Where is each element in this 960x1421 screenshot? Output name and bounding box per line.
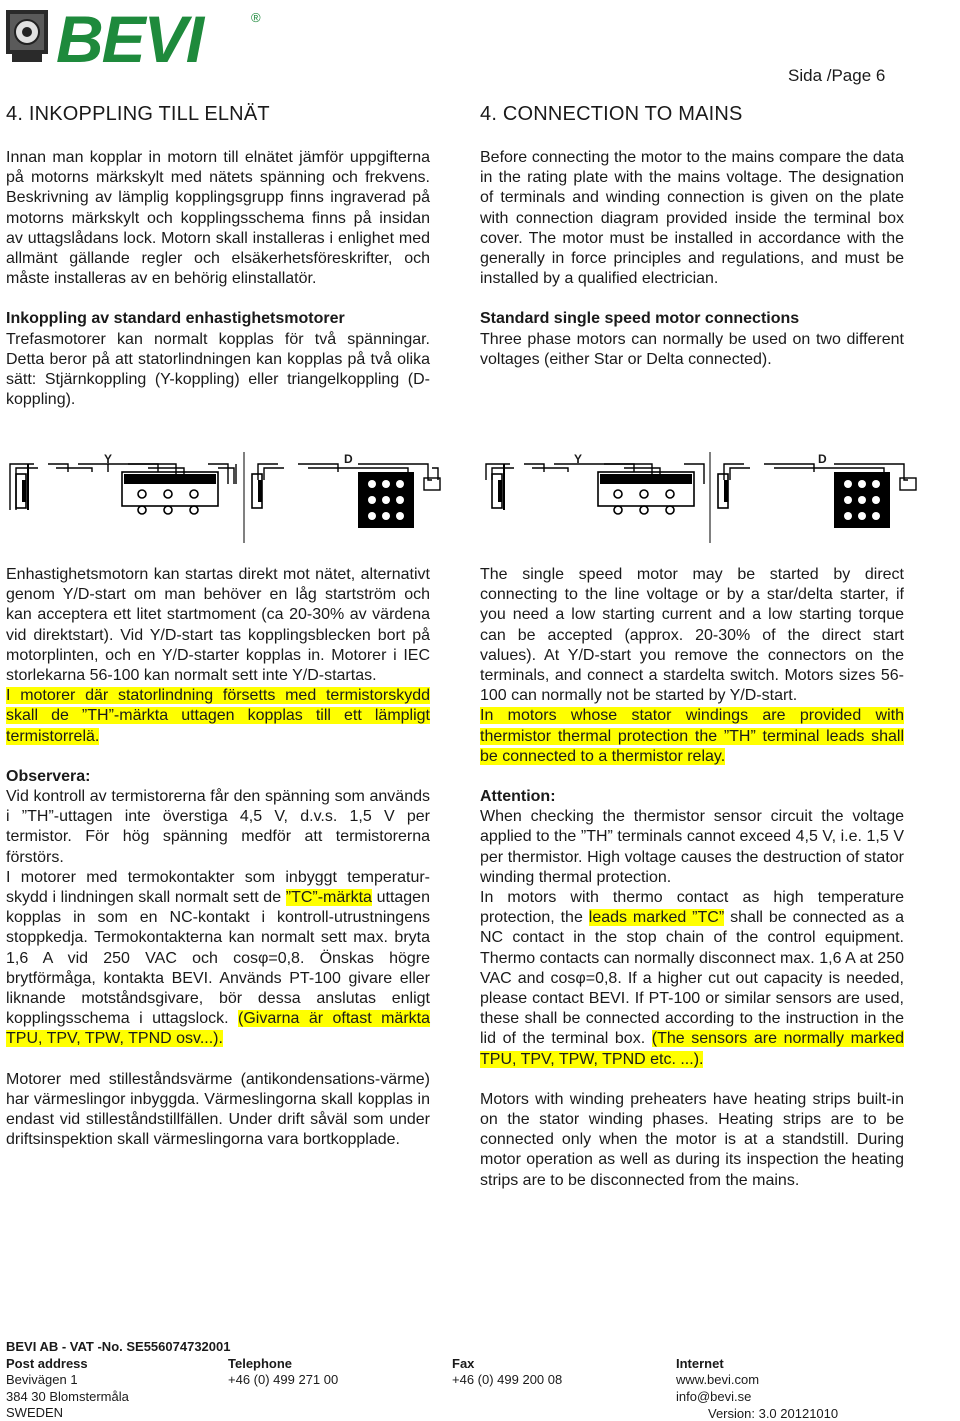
terminal-diagram-en xyxy=(484,450,954,545)
subheading-sv: Inkoppling av standard enhastighetsmotorer xyxy=(6,310,345,328)
bevi-logo xyxy=(4,4,266,70)
sensor-marking-highlight-en: (The sensors are normally marked TPU, TPV, TPW, TPND etc. ...). xyxy=(480,1030,905,1068)
connection-diagrams-en xyxy=(484,450,954,550)
heater-paragraph-en: Motors with winding preheaters have heating strips built-in on the stator winding phases. Heating strips are to be connected only when the motor is at a standstill. During motor operation as well as during its inspection the heating strips are to be disconnected from the mains. xyxy=(480,1090,904,1189)
company-vat: BEVI AB - VAT -No. SE556074732001 xyxy=(6,1339,231,1354)
observe-paragraph-en: When checking the thermistor sensor circuit the voltage applied to the ”TH” terminals cannot exceed 4,5 V, i.e. 1,5 V per thermistor. High voltage causes the destruction of stator winding thermal protection. xyxy=(480,808,904,886)
terminal-diagram-sv xyxy=(8,450,468,545)
page-number: Sida /Page 6 xyxy=(788,66,886,85)
fax-number: +46 (0) 499 200 08 xyxy=(452,1372,563,1387)
footer-headers xyxy=(6,1356,956,1373)
start-paragraph-en: The single speed motor may be started by direct connecting to the line voltage or by a star/delta starter, if you need a low starting current and a low starting torque can be accepted (approx. 20-30% of the direct start values). At Y/D-start you remove the connectors on the terminals, and connect a stardelta switch. Motors sizes 56-100 can normally not be started by Y/D-start. xyxy=(480,566,904,705)
trademark-symbol: ® xyxy=(251,10,261,25)
observe-title-sv: Observera: xyxy=(6,767,91,785)
heater-paragraph-sv: Motorer med stilleståndsvärme (antikondensations-värme) har värmeslingor inbyggda. Värmeslingorna skall kopplas in endast vid stilleståndstillfällen. Under drift såväl som under driftsinspektion skall värmeslingorna vara bortkopplade. xyxy=(6,1070,430,1149)
start-paragraph-sv: Enhastighetsmotorn kan startas direkt mot nätet, alternativt genom Y/D-start om man behöver en låg startström och kan acceptera ett litet startmoment (ca 20-30% av värdena vid direktstart). Vid Y/D-start tas kopplingsblecken bort på motorplinten, och en Y/D-starter kopplas in. Motorer i IEC storlekarna 56-100 kan normalt sett inte Y/D-startas. xyxy=(6,566,430,685)
observe-paragraph-sv: Vid kontroll av termistorerna får den spänning som används i ”TH”-uttagen inte överstiga 4,5 V, d.v.s. 1,5 V per termistor. För hög spänning medför att termistorerna förstörs. xyxy=(6,788,430,866)
website-link[interactable]: www.bevi.com xyxy=(676,1372,760,1387)
sub-paragraph-en: Three phase motors can normally be used on two different voltages (either Star or Delta connected). xyxy=(480,330,904,368)
tc-text-a-sv: I motorer med termokontakter som inbyggt temperatur-skydd i lindningen skall normalt sett de xyxy=(6,868,430,907)
intro-column-sv xyxy=(6,148,430,410)
address-country: SWEDEN xyxy=(6,1405,64,1420)
telephone-number[interactable]: +46 (0) 499 271 00 xyxy=(228,1372,339,1387)
bevi-logo-graphic xyxy=(4,4,266,70)
observe-title-en: Attention: xyxy=(480,788,556,806)
document-version: Version: 3.0 20121010 xyxy=(708,1406,839,1421)
intro-column-en xyxy=(480,148,904,370)
internet-header: Internet xyxy=(676,1355,724,1371)
intro-paragraph-en: Before connecting the motor to the mains compare the data in the rating plate with the mains voltage. The designation of terminals and winding connection is given on the plate with connection diagram provided inside the terminal box cover. The motor must be installed in accordance with the generally in force principles and regulations, and must be installed by a qualified electrician. xyxy=(480,149,904,288)
subheading-en: Standard single speed motor connections xyxy=(480,310,800,328)
email-link[interactable]: info@bevi.se xyxy=(676,1388,752,1404)
sub-paragraph-sv: Trefasmotorer kan normalt kopplas för två spänningar. Detta beror på att statorlindningen kan kopplas på två olika sätt: Stjärnkoppling (Y-koppling) eller triangelkoppling (D-koppling). xyxy=(6,330,430,409)
footer-row-1 xyxy=(6,1372,956,1389)
footer-row-2 xyxy=(6,1389,956,1406)
fax-header: Fax xyxy=(452,1355,475,1371)
connection-diagrams-sv xyxy=(8,450,468,550)
tc-text-a-en: In motors with thermo contact as high temperature protection, the xyxy=(480,889,904,927)
logo-wordmark: BEVI xyxy=(56,4,203,70)
tc-text-b-sv: uttagen kopplas in som en NC-kontakt i kontroll-utrustningens stoppkedja. Termokontakterna kan normalt sett max. bryta 1,6 A vid 250 VAC och cosφ=0,8. Önskas högre brytförmåga, kontakta BEVI. Används PT-100 givare eller liknande motståndsgivare, bör dessa anslutas enligt kopplingsschema i uttagslock. xyxy=(6,889,430,1028)
post-address-header: Post address xyxy=(6,1355,88,1371)
tc-highlight-en: leads marked ”TC” xyxy=(588,909,725,927)
section-heading-sv: 4. INKOPPLING TILL ELNÄT xyxy=(6,103,270,125)
star-connection-label-en: Y xyxy=(574,452,583,466)
section-heading-en: 4. CONNECTION TO MAINS xyxy=(480,103,743,125)
tc-highlight-sv: ”TC”-märkta xyxy=(285,889,372,907)
star-connection-label-sv: Y xyxy=(104,452,113,466)
thermistor-highlight-en: In motors whose stator windings are provided with thermistor thermal protection the ”TH” terminal leads shall be connected to a thermistor relay. xyxy=(480,707,904,765)
delta-connection-label-sv: D xyxy=(344,452,353,466)
tc-paragraph-sv xyxy=(6,868,430,1050)
details-column-sv xyxy=(6,565,430,1150)
thermistor-highlight-sv: I motorer där statorlindning försetts med termistorskydd skall de ”TH”-märkta uttagen kopplas till ett lämpligt termistorrelä. xyxy=(6,687,430,745)
delta-connection-label-en: D xyxy=(818,452,827,466)
address-street: Bevivägen 1 xyxy=(6,1372,78,1387)
telephone-header: Telephone xyxy=(228,1355,293,1371)
intro-paragraph-sv: Innan man kopplar in motorn till elnätet jämför uppgifterna på motorns märkskylt med nätets spänning och frekvens. Beskrivning av lämplig kopplingsgrupp finns ingraverad på motorns märkskylt och kopplingsschema finns på insidan av uttagslådans lock. Motorn skall installeras i enlighet med allmänt gällande regler och elsäkerhetsföreskrifter, och måste installeras av en behörig elinstallatör. xyxy=(6,149,430,288)
details-column-en xyxy=(480,565,904,1191)
tc-text-b-en: shall be connected as a NC contact in the stop chain of the control equipment. Thermo contacts can normally disconnect max. 1,6 A at 250 VAC and cosφ=0,8. If a higher cut out capacity is needed, please contact BEVI. If PT-100 or similar sensors are used, these shall be connected according to the instruction in the lid of the terminal box. xyxy=(480,909,904,1048)
tc-paragraph-en xyxy=(480,888,904,1070)
address-city: 384 30 Blomstermåla xyxy=(6,1388,129,1404)
sensor-marking-highlight-sv: (Givarna är oftast märkta TPU, TPV, TPW, TPND osv...). xyxy=(6,1010,430,1048)
